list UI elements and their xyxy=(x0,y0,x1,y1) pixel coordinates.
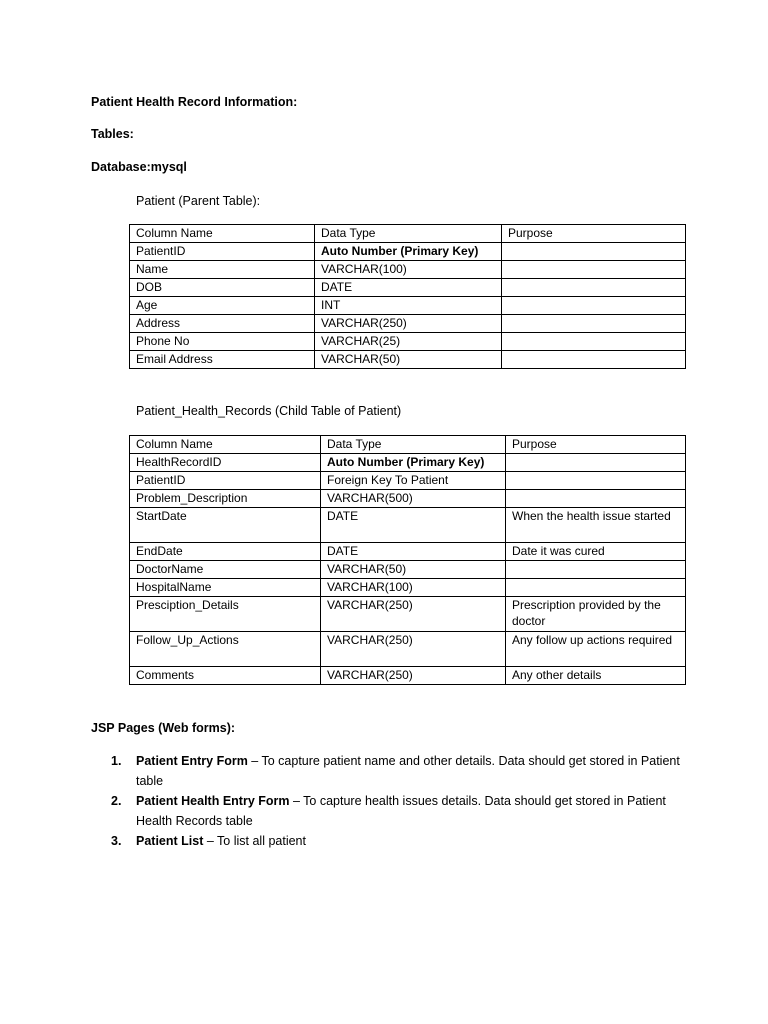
table-cell xyxy=(506,454,686,472)
table-row xyxy=(130,490,686,508)
table-cell: VARCHAR(100) xyxy=(321,579,506,597)
table-cell: Follow_Up_Actions xyxy=(130,632,321,667)
table-cell: DOB xyxy=(130,279,315,297)
table-row xyxy=(130,561,686,579)
table-cell: EndDate xyxy=(130,543,321,561)
table-cell: PatientID xyxy=(130,472,321,490)
list-item-text: – To capture health issues details. Data should get stored in Patient Health Records table xyxy=(136,794,666,828)
table-row xyxy=(130,243,686,261)
table-cell xyxy=(506,490,686,508)
table-cell: VARCHAR(250) xyxy=(315,315,502,333)
table-cell: VARCHAR(50) xyxy=(321,561,506,579)
table-row xyxy=(130,667,686,685)
list-number: 1. xyxy=(111,754,122,768)
table-cell: StartDate xyxy=(130,508,321,543)
table-cell: When the health issue started xyxy=(506,508,686,543)
tables-label: Tables: xyxy=(91,127,134,141)
table-row xyxy=(130,543,686,561)
health-records-table xyxy=(129,435,686,685)
column-header: Data Type xyxy=(321,436,506,454)
list-item-text: – To capture patient name and other details. Data should get stored in Patient table xyxy=(136,754,680,788)
list-item-title: Patient Health Entry Form xyxy=(136,794,290,808)
table-cell: VARCHAR(250) xyxy=(321,667,506,685)
table-row xyxy=(130,579,686,597)
table-cell xyxy=(502,279,686,297)
table-cell: VARCHAR(50) xyxy=(315,351,502,369)
table-cell xyxy=(502,315,686,333)
table-cell: Address xyxy=(130,315,315,333)
column-header: Column Name xyxy=(130,436,321,454)
table-cell: Auto Number (Primary Key) xyxy=(315,243,502,261)
table-cell: Problem_Description xyxy=(130,490,321,508)
table-cell: DATE xyxy=(315,279,502,297)
table-row xyxy=(130,279,686,297)
column-header: Data Type xyxy=(315,225,502,243)
table-header-row xyxy=(130,436,686,454)
table-cell: VARCHAR(500) xyxy=(321,490,506,508)
table-cell: Email Address xyxy=(130,351,315,369)
table-cell xyxy=(502,351,686,369)
table-cell: PatientID xyxy=(130,243,315,261)
column-header: Column Name xyxy=(130,225,315,243)
table-cell: Any follow up actions required xyxy=(506,632,686,667)
table-cell: Date it was cured xyxy=(506,543,686,561)
table-header-row xyxy=(130,225,686,243)
list-number: 3. xyxy=(111,834,122,848)
table-row xyxy=(130,351,686,369)
table-cell: DATE xyxy=(321,543,506,561)
list-item-text: – To list all patient xyxy=(203,834,306,848)
table-cell: VARCHAR(25) xyxy=(315,333,502,351)
table-cell xyxy=(502,261,686,279)
patient-table-title: Patient (Parent Table): xyxy=(136,194,261,208)
table-cell: Auto Number (Primary Key) xyxy=(321,454,506,472)
table-cell: VARCHAR(100) xyxy=(315,261,502,279)
table-cell: Prescription provided by the doctor xyxy=(506,597,686,632)
table-cell: DoctorName xyxy=(130,561,321,579)
table-cell xyxy=(502,297,686,315)
table-row xyxy=(130,297,686,315)
list-item-title: Patient List xyxy=(136,834,204,848)
table-cell xyxy=(506,472,686,490)
table-cell: Age xyxy=(130,297,315,315)
list-item xyxy=(111,751,701,791)
table-row xyxy=(130,472,686,490)
patient-table xyxy=(129,224,686,369)
records-table-title: Patient_Health_Records (Child Table of Patient) xyxy=(136,404,402,418)
table-cell: INT xyxy=(315,297,502,315)
table-cell: Presciption_Details xyxy=(130,597,321,632)
table-cell xyxy=(506,579,686,597)
table-row xyxy=(130,454,686,472)
table-cell xyxy=(502,243,686,261)
jsp-pages-list xyxy=(111,751,701,851)
table-cell: Comments xyxy=(130,667,321,685)
table-row xyxy=(130,315,686,333)
column-header: Purpose xyxy=(502,225,686,243)
column-header: Purpose xyxy=(506,436,686,454)
database-label: Database:mysql xyxy=(91,160,187,174)
table-row xyxy=(130,632,686,667)
table-cell xyxy=(502,333,686,351)
list-item xyxy=(111,791,701,831)
table-cell: Any other details xyxy=(506,667,686,685)
table-cell xyxy=(506,561,686,579)
table-row xyxy=(130,261,686,279)
table-cell: Name xyxy=(130,261,315,279)
list-number: 2. xyxy=(111,794,122,808)
document-heading: Patient Health Record Information: xyxy=(91,95,298,109)
table-row xyxy=(130,333,686,351)
table-cell: DATE xyxy=(321,508,506,543)
table-cell: HealthRecordID xyxy=(130,454,321,472)
table-cell: VARCHAR(250) xyxy=(321,632,506,667)
list-item-title: Patient Entry Form xyxy=(136,754,248,768)
table-row xyxy=(130,597,686,632)
table-cell: Phone No xyxy=(130,333,315,351)
table-cell: HospitalName xyxy=(130,579,321,597)
table-cell: Foreign Key To Patient xyxy=(321,472,506,490)
list-item xyxy=(111,831,701,851)
table-cell: VARCHAR(250) xyxy=(321,597,506,632)
jsp-pages-title: JSP Pages (Web forms): xyxy=(91,721,236,735)
table-row xyxy=(130,508,686,543)
